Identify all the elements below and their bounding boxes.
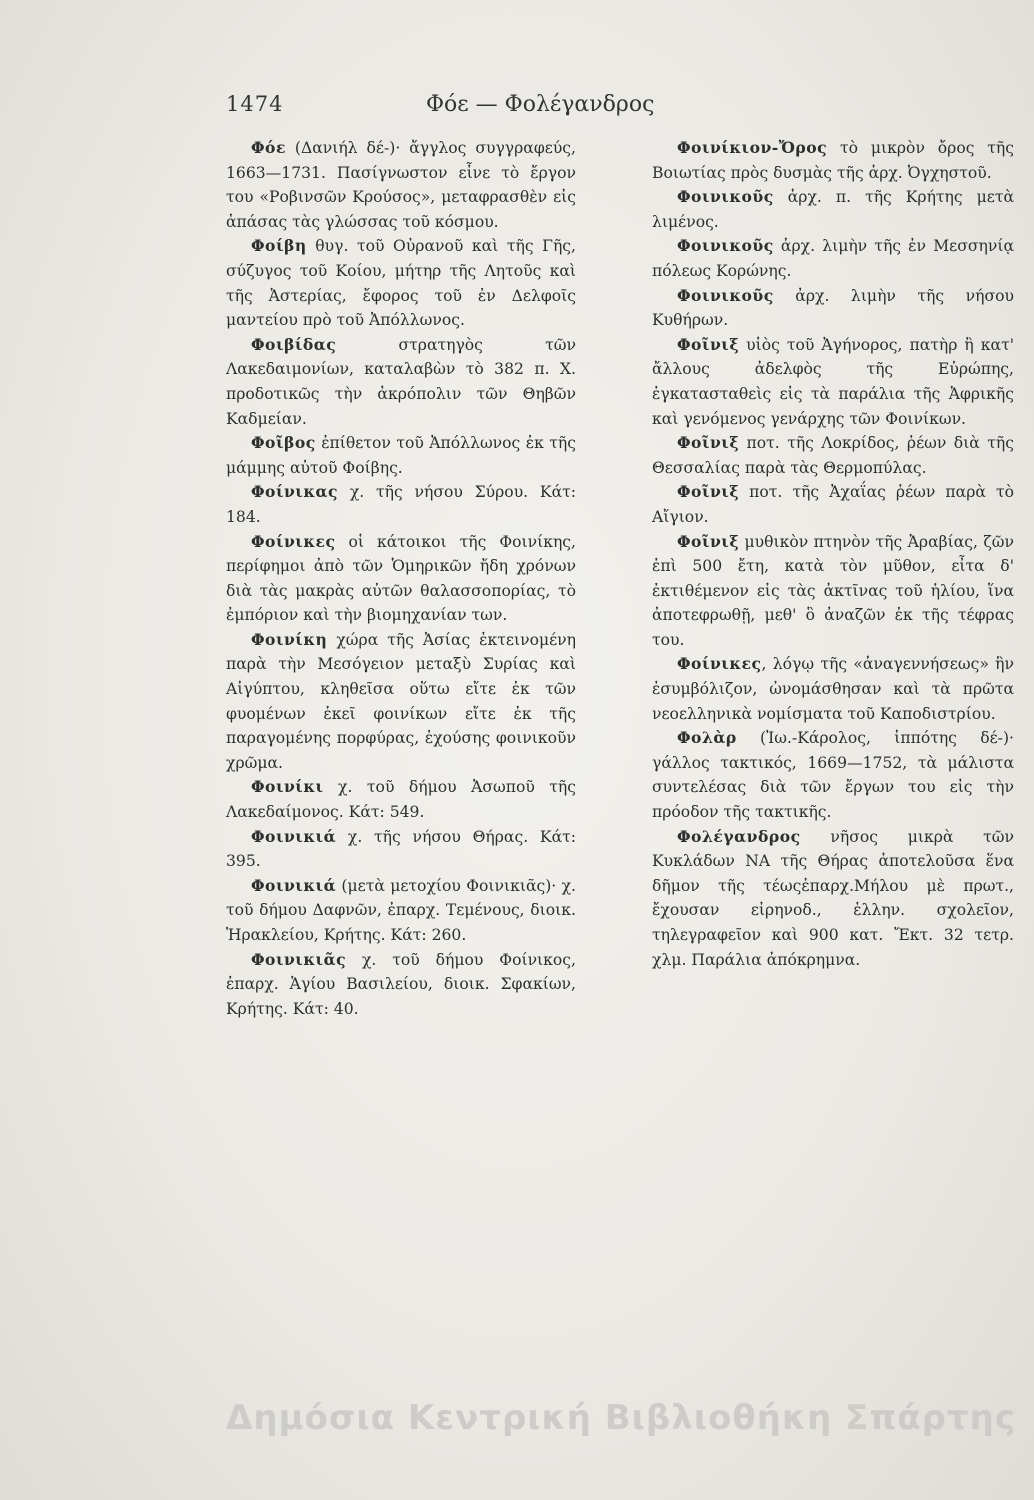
entry-definition: νῆσος μικρὰ τῶν Κυκλάδων ΝΑ τῆς Θήρας ἀποτελοῦσα ἕνα δῆμον τῆς τέωςἐπαρχ.Μήλου μὲ πρωτ., ἔχουσαν εἰρηνοδ., ἑλλην. σχολεῖον, τηλεγραφεῖον καὶ 900 κατ. Ἔκτ. 32 τετρ. χλμ. Παράλια ἀπόκρημνα. xyxy=(652,827,1014,969)
page-header xyxy=(226,92,778,132)
dictionary-entry xyxy=(226,136,576,234)
entry-headword: Φολὰρ xyxy=(676,728,737,748)
entry-headword: Φολέγανδρος xyxy=(676,826,801,846)
entry-definition: ἐπίθετον τοῦ Ἀπόλλωνος ἐκ τῆς μάμμης αὐτοῦ Φοίβης. xyxy=(226,434,576,477)
entry-headword: Φοίνικες xyxy=(676,654,762,674)
dictionary-entry xyxy=(652,652,1014,726)
entry-definition: θυγ. τοῦ Οὐρανοῦ καὶ τῆς Γῆς, σύζυγος τοῦ Κοίου, μήτηρ τῆς Λητοῦς καὶ τῆς Ἀστερίας, ἔφορος τοῦ ἐν Δελφοῖς μαντείου πρὸ τοῦ Ἀπόλλωνος. xyxy=(226,237,576,330)
entry-headword: Φοῖβος xyxy=(250,433,316,453)
entry-definition: ἀρχ. π. τῆς Κρήτης μετὰ λιμένος. xyxy=(652,188,1014,231)
dictionary-entry xyxy=(652,234,1014,283)
running-head: Φόε — Φολέγανδρος xyxy=(426,92,655,117)
entry-definition: , λόγῳ τῆς «ἀναγεννήσεως» ἣν ἐσυμβόλιζον, ὠνομάσθησαν καὶ τὰ πρῶτα νεοελληνικὰ νομίσματα τοῦ Καποδιστρίου. xyxy=(652,655,1014,723)
entry-headword: Φοῖνιξ xyxy=(676,433,740,453)
entry-headword: Φοινίκιον-Ὄρος xyxy=(676,138,828,157)
entry-headword: Φοινίκι xyxy=(250,777,324,797)
entry-headword: Φοίνικας xyxy=(250,482,339,502)
entry-definition: τὸ μικρὸν ὄρος τῆς Βοιωτίας πρὸς δυσμὰς τῆς ἀρχ. Ὀγχηστοῦ. xyxy=(652,139,1014,182)
entry-headword: Φοίνικες xyxy=(250,531,336,551)
dictionary-entry xyxy=(652,333,1014,431)
entry-definition: στρατηγὸς τῶν Λακεδαιμονίων, καταλαβὼν τὸ 382 π. Χ. προδοτικῶς τὴν ἀκρόπολιν τῶν Θηβῶν Καδμείαν. xyxy=(226,335,576,428)
entry-definition: ἀρχ. λιμὴν τῆς νήσου Κυθήρων. xyxy=(652,286,1014,330)
entry-definition: ποτ. τῆς Ἀχαΐας ῥέων παρὰ τὸ Αἴγιον. xyxy=(652,483,1014,526)
entry-headword: Φοιβίδας xyxy=(250,334,337,354)
entry-headword: Φοινικοῦς xyxy=(676,285,774,305)
dictionary-entry xyxy=(226,234,576,332)
dictionary-entry xyxy=(226,431,576,480)
entry-headword: Φοινικιᾶς xyxy=(250,949,347,969)
entry-definition: (μετὰ μετοχίου Φοινικιᾶς)· χ. τοῦ δήμου Δαφνῶν, ἐπαρχ. Τεμένους, διοικ. Ἡρακλείου, Κρήτης. Κάτ: 260. xyxy=(226,876,576,944)
entry-definition: (Δανιήλ δέ-)· ἄγγλος συγγραφεύς, 1663—1731. Πασίγνωστον εἶνε τὸ ἔργον του «Ροβινσῶν Κρούσος», μεταφρασθὲν εἰς ἁπάσας τὰς γλώσσας τοῦ κόσμου. xyxy=(226,139,576,231)
entry-definition: οἱ κάτοικοι τῆς Φοινίκης, περίφημοι ἀπὸ τῶν Ὁμηρικῶν ἤδη χρόνων διὰ τὰς μακρὰς αὐτῶν θαλασσοπορίας, τὸ ἐμπόριον καὶ τὴν βιομηχανίαν των. xyxy=(226,532,576,625)
dictionary-entry xyxy=(226,825,576,874)
dictionary-entry xyxy=(226,874,576,948)
entry-headword: Φοινικιά xyxy=(250,875,337,895)
library-watermark: Δημόσια Κεντρική Βιβλιοθήκη Σπάρτης xyxy=(226,1398,1016,1438)
dictionary-entry xyxy=(226,948,576,1022)
entry-definition: ποτ. τῆς Λοκρίδος, ῥέων διὰ τῆς Θεσσαλίας παρὰ τὰς Θερμοπύλας. xyxy=(652,434,1014,477)
dictionary-entry xyxy=(652,284,1014,333)
dictionary-entry xyxy=(652,530,1014,653)
entry-headword: Φοίβη xyxy=(250,236,307,256)
left-column xyxy=(226,136,576,1021)
dictionary-entry xyxy=(652,726,1014,824)
entry-definition: μυθικὸν πτηνὸν τῆς Ἀραβίας, ζῶν ἐπὶ 500 ἔτη, κατὰ τὸν μῦθον, εἶτα δ' ἐκτιθέμενον εἰς τὰς ἀκτῖνας τοῦ ἡλίου, ἵνα ἀποτεφρωθῇ, μεθ' ὃ ἀναζῶν ἐκ τῆς τέφρας του. xyxy=(652,532,1014,649)
entry-definition: χ. τοῦ δήμου Ἀσωποῦ τῆς Λακεδαίμονος. Κάτ: 549. xyxy=(226,778,576,822)
dictionary-entry xyxy=(226,480,576,529)
entry-definition: χώρα τῆς Ἀσίας ἐκτεινομένη παρὰ τὴν Μεσόγειον μεταξὺ Συρίας καὶ Αἰγύπτου, κληθεῖσα οὕτω εἴτε ἐκ τῶν φυομένων ἐκεῖ φοινίκων εἴτε ἐκ τῆς παραγομένης πορφύρας, ἐχούσης φοινικοῦν χρῶμα. xyxy=(226,630,576,772)
entry-definition: υἱὸς τοῦ Ἀγήνορος, πατὴρ ἢ κατ' ἄλλους ἀδελφὸς τῆς Εὐρώπης, ἐγκατασταθεὶς εἰς τὰ παράλια τῆς Ἀφρικῆς καὶ γενόμενος γενάρχης τῶν Φοινίκων. xyxy=(652,335,1014,428)
dictionary-entry xyxy=(226,333,576,431)
entry-definition: (Ἰω.-Κάρολος, ἱππότης δέ-)· γάλλος τακτικός, 1669—1752, τὰ μάλιστα συντελέσας διὰ τῶν ἔργων του εἰς τὴν πρόοδον τῆς τακτικῆς. xyxy=(652,729,1014,822)
entry-headword: Φοῖνιξ xyxy=(676,531,740,551)
entry-headword: Φοινικοῦς xyxy=(676,236,774,256)
entry-headword: Φοῖνιξ xyxy=(676,334,740,354)
entry-definition: χ. τοῦ δήμου Φοίνικος, ἐπαρχ. Ἁγίου Βασιλείου, διοικ. Σφακίων, Κρήτης. Κάτ: 40. xyxy=(226,950,576,1018)
entry-definition: ἀρχ. λιμὴν τῆς ἐν Μεσσηνίᾳ πόλεως Κορώνης. xyxy=(652,237,1014,280)
entry-definition: χ. τῆς νήσου Σύρου. Κάτ: 184. xyxy=(226,483,576,526)
dictionary-entry xyxy=(652,480,1014,529)
entry-headword: Φόε xyxy=(250,138,286,157)
dictionary-entry xyxy=(226,530,576,628)
dictionary-entry xyxy=(652,431,1014,480)
entry-headword: Φοινικιά xyxy=(250,826,337,846)
dictionary-entry xyxy=(652,825,1014,973)
entry-headword: Φοινικοῦς xyxy=(676,187,774,207)
right-column xyxy=(652,136,1014,972)
entry-definition: χ. τῆς νήσου Θήρας. Κάτ: 395. xyxy=(226,827,576,871)
dictionary-entry xyxy=(652,136,1014,185)
dictionary-entry xyxy=(652,185,1014,234)
dictionary-entry xyxy=(226,775,576,824)
entry-headword: Φοῖνιξ xyxy=(676,482,740,502)
dictionary-entry xyxy=(226,628,576,776)
entry-headword: Φοινίκη xyxy=(250,629,328,649)
page-number: 1474 xyxy=(226,92,284,116)
